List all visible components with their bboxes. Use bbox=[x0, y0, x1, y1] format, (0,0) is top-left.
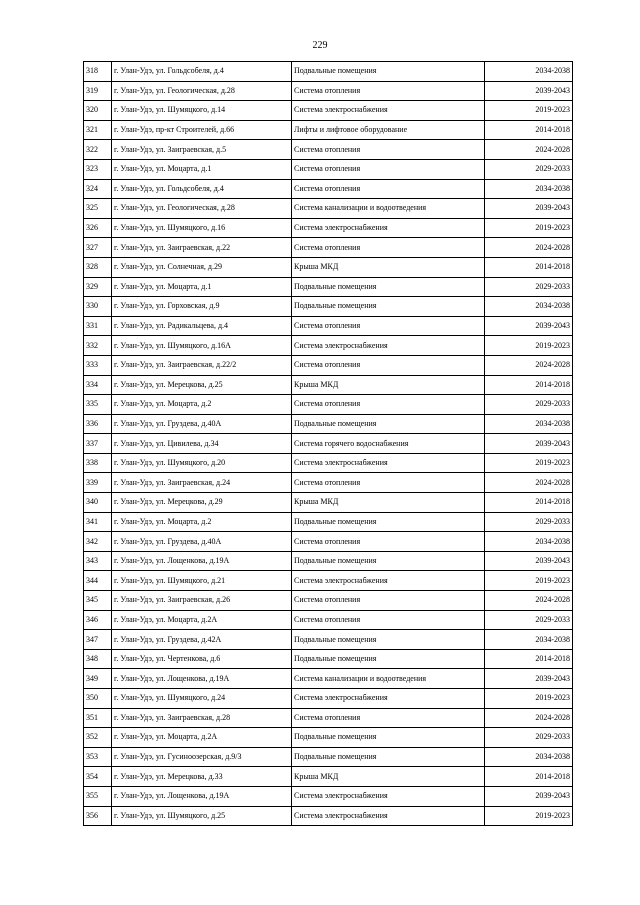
row-number-cell: 337 bbox=[84, 434, 112, 454]
row-number-cell: 333 bbox=[84, 355, 112, 375]
repair-period-cell: 2029-2033 bbox=[485, 395, 573, 415]
address-cell: г. Улан-Удэ, ул. Заиграевская, д.24 bbox=[112, 473, 292, 493]
repair-period-cell: 2019-2023 bbox=[485, 571, 573, 591]
repair-period-cell: 2014-2018 bbox=[485, 493, 573, 513]
address-cell: г. Улан-Удэ, ул. Заиграевская, д.26 bbox=[112, 591, 292, 611]
table-row bbox=[84, 591, 573, 611]
row-number-cell: 326 bbox=[84, 218, 112, 238]
address-cell: г. Улан-Удэ, ул. Гольдсобеля, д.4 bbox=[112, 62, 292, 82]
building-system-cell: Система электроснабжения bbox=[292, 218, 485, 238]
table-body bbox=[84, 62, 573, 826]
table-row bbox=[84, 336, 573, 356]
row-number-cell: 355 bbox=[84, 786, 112, 806]
row-number-cell: 351 bbox=[84, 708, 112, 728]
repair-period-cell: 2039-2043 bbox=[485, 199, 573, 219]
address-cell: г. Улан-Удэ, ул. Шумяцкого, д.16А bbox=[112, 336, 292, 356]
row-number-cell: 354 bbox=[84, 767, 112, 787]
building-system-cell: Система отопления bbox=[292, 532, 485, 552]
address-cell: г. Улан-Удэ, ул. Шумяцкого, д.21 bbox=[112, 571, 292, 591]
address-cell: г. Улан-Удэ, ул. Шумяцкого, д.24 bbox=[112, 689, 292, 709]
table-row bbox=[84, 708, 573, 728]
row-number-cell: 346 bbox=[84, 610, 112, 630]
building-system-cell: Подвальные помещения bbox=[292, 297, 485, 317]
row-number-cell: 335 bbox=[84, 395, 112, 415]
building-system-cell: Крыша МКД bbox=[292, 767, 485, 787]
address-cell: г. Улан-Удэ, ул. Геологическая, д.28 bbox=[112, 199, 292, 219]
repair-period-cell: 2034-2038 bbox=[485, 414, 573, 434]
table-row bbox=[84, 62, 573, 82]
table-row bbox=[84, 257, 573, 277]
building-system-cell: Система электроснабжения bbox=[292, 689, 485, 709]
repair-period-cell: 2024-2028 bbox=[485, 238, 573, 258]
building-system-cell: Подвальные помещения bbox=[292, 728, 485, 748]
building-system-cell: Подвальные помещения bbox=[292, 630, 485, 650]
table-row bbox=[84, 159, 573, 179]
table-row bbox=[84, 316, 573, 336]
building-system-cell: Подвальные помещения bbox=[292, 277, 485, 297]
repair-period-cell: 2039-2043 bbox=[485, 551, 573, 571]
row-number-cell: 343 bbox=[84, 551, 112, 571]
table-row bbox=[84, 218, 573, 238]
repair-period-cell: 2024-2028 bbox=[485, 355, 573, 375]
address-cell: г. Улан-Удэ, ул. Груздева, д.40А bbox=[112, 532, 292, 552]
address-cell: г. Улан-Удэ, ул. Моцарта, д.2 bbox=[112, 512, 292, 532]
row-number-cell: 319 bbox=[84, 81, 112, 101]
row-number-cell: 328 bbox=[84, 257, 112, 277]
building-system-cell: Система отопления bbox=[292, 316, 485, 336]
repair-period-cell: 2039-2043 bbox=[485, 434, 573, 454]
building-system-cell: Система отопления bbox=[292, 81, 485, 101]
building-system-cell: Система отопления bbox=[292, 159, 485, 179]
table-row bbox=[84, 473, 573, 493]
address-cell: г. Улан-Удэ, ул. Моцарта, д.2А bbox=[112, 610, 292, 630]
building-system-cell: Система электроснабжения bbox=[292, 453, 485, 473]
row-number-cell: 330 bbox=[84, 297, 112, 317]
address-cell: г. Улан-Удэ, ул. Радикальцева, д.4 bbox=[112, 316, 292, 336]
repair-period-cell: 2019-2023 bbox=[485, 218, 573, 238]
building-system-cell: Подвальные помещения bbox=[292, 551, 485, 571]
address-cell: г. Улан-Удэ, ул. Лощенкова, д.19А bbox=[112, 669, 292, 689]
row-number-cell: 327 bbox=[84, 238, 112, 258]
row-number-cell: 348 bbox=[84, 649, 112, 669]
address-cell: г. Улан-Удэ, ул. Шумяцкого, д.25 bbox=[112, 806, 292, 826]
building-system-cell: Система электроснабжения bbox=[292, 806, 485, 826]
row-number-cell: 325 bbox=[84, 199, 112, 219]
building-system-cell: Система отопления bbox=[292, 708, 485, 728]
table-row bbox=[84, 571, 573, 591]
building-system-cell: Система отопления bbox=[292, 610, 485, 630]
repair-period-cell: 2039-2043 bbox=[485, 316, 573, 336]
address-cell: г. Улан-Удэ, ул. Гусиноозерская, д.9/3 bbox=[112, 747, 292, 767]
row-number-cell: 332 bbox=[84, 336, 112, 356]
row-number-cell: 347 bbox=[84, 630, 112, 650]
row-number-cell: 353 bbox=[84, 747, 112, 767]
building-system-cell: Крыша МКД bbox=[292, 493, 485, 513]
building-system-cell: Крыша МКД bbox=[292, 375, 485, 395]
table-row bbox=[84, 551, 573, 571]
table-row bbox=[84, 434, 573, 454]
table-row bbox=[84, 689, 573, 709]
row-number-cell: 321 bbox=[84, 120, 112, 140]
repair-schedule-table bbox=[83, 61, 573, 826]
table-row bbox=[84, 747, 573, 767]
building-system-cell: Система отопления bbox=[292, 355, 485, 375]
address-cell: г. Улан-Удэ, ул. Геологическая, д.28 bbox=[112, 81, 292, 101]
table-row bbox=[84, 81, 573, 101]
repair-period-cell: 2024-2028 bbox=[485, 591, 573, 611]
repair-period-cell: 2019-2023 bbox=[485, 453, 573, 473]
repair-period-cell: 2034-2038 bbox=[485, 297, 573, 317]
table-row bbox=[84, 199, 573, 219]
table-row bbox=[84, 610, 573, 630]
repair-period-cell: 2034-2038 bbox=[485, 62, 573, 82]
repair-period-cell: 2024-2028 bbox=[485, 140, 573, 160]
table-row bbox=[84, 179, 573, 199]
address-cell: г. Улан-Удэ, ул. Мерецкова, д.33 bbox=[112, 767, 292, 787]
row-number-cell: 338 bbox=[84, 453, 112, 473]
row-number-cell: 339 bbox=[84, 473, 112, 493]
building-system-cell: Подвальные помещения bbox=[292, 62, 485, 82]
table-row bbox=[84, 414, 573, 434]
address-cell: г. Улан-Удэ, ул. Заиграевская, д.5 bbox=[112, 140, 292, 160]
table-row bbox=[84, 767, 573, 787]
repair-period-cell: 2039-2043 bbox=[485, 81, 573, 101]
table-row bbox=[84, 786, 573, 806]
table-row bbox=[84, 355, 573, 375]
building-system-cell: Крыша МКД bbox=[292, 257, 485, 277]
building-system-cell: Система электроснабжения bbox=[292, 101, 485, 121]
row-number-cell: 356 bbox=[84, 806, 112, 826]
table-row bbox=[84, 375, 573, 395]
repair-period-cell: 2019-2023 bbox=[485, 689, 573, 709]
table-row bbox=[84, 140, 573, 160]
row-number-cell: 334 bbox=[84, 375, 112, 395]
address-cell: г. Улан-Удэ, ул. Шумяцкого, д.14 bbox=[112, 101, 292, 121]
repair-period-cell: 2039-2043 bbox=[485, 669, 573, 689]
building-system-cell: Система отопления bbox=[292, 238, 485, 258]
repair-period-cell: 2034-2038 bbox=[485, 179, 573, 199]
table-row bbox=[84, 120, 573, 140]
building-system-cell: Система электроснабжения bbox=[292, 336, 485, 356]
building-system-cell: Система канализации и водоотведения bbox=[292, 199, 485, 219]
table-row bbox=[84, 649, 573, 669]
building-system-cell: Система отопления bbox=[292, 591, 485, 611]
table-row bbox=[84, 532, 573, 552]
address-cell: г. Улан-Удэ, ул. Солнечная, д.29 bbox=[112, 257, 292, 277]
address-cell: г. Улан-Удэ, ул. Моцарта, д.2А bbox=[112, 728, 292, 748]
repair-period-cell: 2024-2028 bbox=[485, 708, 573, 728]
row-number-cell: 341 bbox=[84, 512, 112, 532]
address-cell: г. Улан-Удэ, ул. Шумяцкого, д.16 bbox=[112, 218, 292, 238]
repair-period-cell: 2029-2033 bbox=[485, 610, 573, 630]
address-cell: г. Улан-Удэ, ул. Моцарта, д.1 bbox=[112, 159, 292, 179]
table-row bbox=[84, 669, 573, 689]
building-system-cell: Подвальные помещения bbox=[292, 414, 485, 434]
table-row bbox=[84, 493, 573, 513]
row-number-cell: 336 bbox=[84, 414, 112, 434]
table-row bbox=[84, 806, 573, 826]
address-cell: г. Улан-Удэ, пр-кт Строителей, д.66 bbox=[112, 120, 292, 140]
building-system-cell: Подвальные помещения bbox=[292, 512, 485, 532]
row-number-cell: 344 bbox=[84, 571, 112, 591]
address-cell: г. Улан-Удэ, ул. Моцарта, д.2 bbox=[112, 395, 292, 415]
address-cell: г. Улан-Удэ, ул. Моцарта, д.1 bbox=[112, 277, 292, 297]
repair-period-cell: 2029-2033 bbox=[485, 159, 573, 179]
table-row bbox=[84, 630, 573, 650]
table-row bbox=[84, 453, 573, 473]
address-cell: г. Улан-Удэ, ул. Заиграевская, д.22/2 bbox=[112, 355, 292, 375]
row-number-cell: 349 bbox=[84, 669, 112, 689]
repair-period-cell: 2029-2033 bbox=[485, 728, 573, 748]
repair-period-cell: 2024-2028 bbox=[485, 473, 573, 493]
row-number-cell: 345 bbox=[84, 591, 112, 611]
table-row bbox=[84, 395, 573, 415]
building-system-cell: Система электроснабжения bbox=[292, 786, 485, 806]
address-cell: г. Улан-Удэ, ул. Груздева, д.40А bbox=[112, 414, 292, 434]
building-system-cell: Подвальные помещения bbox=[292, 747, 485, 767]
address-cell: г. Улан-Удэ, ул. Груздева, д.42А bbox=[112, 630, 292, 650]
building-system-cell: Подвальные помещения bbox=[292, 649, 485, 669]
repair-period-cell: 2034-2038 bbox=[485, 532, 573, 552]
page-number: 229 bbox=[312, 40, 328, 51]
repair-period-cell: 2029-2033 bbox=[485, 512, 573, 532]
address-cell: г. Улан-Удэ, ул. Горховская, д.9 bbox=[112, 297, 292, 317]
address-cell: г. Улан-Удэ, ул. Шумяцкого, д.20 bbox=[112, 453, 292, 473]
table-row bbox=[84, 297, 573, 317]
address-cell: г. Улан-Удэ, ул. Мерецкова, д.29 bbox=[112, 493, 292, 513]
address-cell: г. Улан-Удэ, ул. Заиграевская, д.22 bbox=[112, 238, 292, 258]
row-number-cell: 322 bbox=[84, 140, 112, 160]
building-system-cell: Система отопления bbox=[292, 395, 485, 415]
repair-period-cell: 2019-2023 bbox=[485, 101, 573, 121]
row-number-cell: 350 bbox=[84, 689, 112, 709]
repair-period-cell: 2014-2018 bbox=[485, 257, 573, 277]
repair-period-cell: 2019-2023 bbox=[485, 336, 573, 356]
repair-period-cell: 2029-2033 bbox=[485, 277, 573, 297]
table-row bbox=[84, 277, 573, 297]
table-row bbox=[84, 728, 573, 748]
row-number-cell: 340 bbox=[84, 493, 112, 513]
repair-period-cell: 2034-2038 bbox=[485, 630, 573, 650]
table-row bbox=[84, 101, 573, 121]
repair-period-cell: 2039-2043 bbox=[485, 786, 573, 806]
building-system-cell: Система отопления bbox=[292, 179, 485, 199]
repair-period-cell: 2014-2018 bbox=[485, 375, 573, 395]
address-cell: г. Улан-Удэ, ул. Лощенкова, д.19А bbox=[112, 786, 292, 806]
table-row bbox=[84, 512, 573, 532]
repair-period-cell: 2019-2023 bbox=[485, 806, 573, 826]
row-number-cell: 352 bbox=[84, 728, 112, 748]
row-number-cell: 329 bbox=[84, 277, 112, 297]
address-cell: г. Улан-Удэ, ул. Цивилева, д.34 bbox=[112, 434, 292, 454]
building-system-cell: Лифты и лифтовое оборудование bbox=[292, 120, 485, 140]
address-cell: г. Улан-Удэ, ул. Чертенкова, д.6 bbox=[112, 649, 292, 669]
table-row bbox=[84, 238, 573, 258]
row-number-cell: 342 bbox=[84, 532, 112, 552]
address-cell: г. Улан-Удэ, ул. Лощенкова, д.19А bbox=[112, 551, 292, 571]
repair-period-cell: 2014-2018 bbox=[485, 767, 573, 787]
repair-period-cell: 2034-2038 bbox=[485, 747, 573, 767]
address-cell: г. Улан-Удэ, ул. Гольдсобеля, д.4 bbox=[112, 179, 292, 199]
building-system-cell: Система горячего водоснабжения bbox=[292, 434, 485, 454]
row-number-cell: 320 bbox=[84, 101, 112, 121]
building-system-cell: Система электроснабжения bbox=[292, 571, 485, 591]
repair-period-cell: 2014-2018 bbox=[485, 649, 573, 669]
building-system-cell: Система отопления bbox=[292, 473, 485, 493]
row-number-cell: 318 bbox=[84, 62, 112, 82]
address-cell: г. Улан-Удэ, ул. Мерецкова, д.25 bbox=[112, 375, 292, 395]
building-system-cell: Система канализации и водоотведения bbox=[292, 669, 485, 689]
row-number-cell: 331 bbox=[84, 316, 112, 336]
row-number-cell: 323 bbox=[84, 159, 112, 179]
address-cell: г. Улан-Удэ, ул. Заиграевская, д.28 bbox=[112, 708, 292, 728]
row-number-cell: 324 bbox=[84, 179, 112, 199]
repair-period-cell: 2014-2018 bbox=[485, 120, 573, 140]
building-system-cell: Система отопления bbox=[292, 140, 485, 160]
